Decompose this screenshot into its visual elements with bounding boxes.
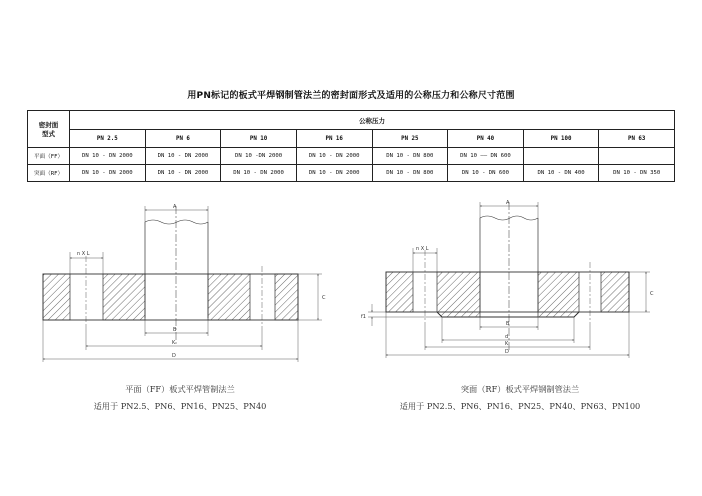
column-header: PN 25 xyxy=(372,130,448,148)
table-cell xyxy=(599,148,675,165)
dim-label: A xyxy=(173,204,177,210)
table-row xyxy=(28,165,675,182)
dim-label: C xyxy=(322,295,326,301)
table-cell: DN 10 - DN 2000 xyxy=(221,165,297,182)
table-cell: DN 10 - DN 400 xyxy=(523,165,599,182)
column-header: PN 10 xyxy=(221,130,297,148)
flange-drawings xyxy=(0,190,702,370)
dim-label: B xyxy=(506,321,510,327)
table-cell: DN 10 —— DN 600 xyxy=(448,148,524,165)
table-row xyxy=(28,148,675,165)
rf-flange-drawing xyxy=(368,202,650,358)
corner-label-line1: 密封面 xyxy=(38,121,59,129)
table-cell: DN 10 - DN 2000 xyxy=(145,165,221,182)
table-cell: DN 10 - DN 600 xyxy=(448,165,524,182)
ff-flange-drawing xyxy=(43,206,322,362)
table-cell: DN 10 - DN 2000 xyxy=(70,165,146,182)
column-header: PN 6 xyxy=(145,130,221,148)
table-cell: DN 10 - DN 800 xyxy=(372,165,448,182)
dim-label: C xyxy=(650,291,654,297)
dim-label: D xyxy=(172,353,176,359)
table-cell: DN 10 - DN 2000 xyxy=(70,148,146,165)
dim-label: D xyxy=(505,349,509,355)
table-cell xyxy=(523,148,599,165)
table-cell: DN 10 -DN 2000 xyxy=(221,148,297,165)
column-header: PN 16 xyxy=(296,130,372,148)
dim-label: A xyxy=(506,200,510,206)
dim-label: f1 xyxy=(361,314,366,320)
dim-label: n X L xyxy=(416,246,429,252)
column-header: PN 40 xyxy=(448,130,524,148)
table-cell: DN 10 - DN 350 xyxy=(599,165,675,182)
rf-caption-title: 突面（RF）板式平焊钢制管法兰 xyxy=(460,384,580,394)
dim-label: K xyxy=(505,341,509,347)
table-cell: DN 10 - DN 2000 xyxy=(296,148,372,165)
row-label: 平面（FF） xyxy=(28,148,70,165)
sealing-face-type-header xyxy=(28,111,70,148)
table-cell: DN 10 - DN 2000 xyxy=(145,148,221,165)
column-header: PN 100 xyxy=(523,130,599,148)
dim-label: B xyxy=(173,327,177,333)
pressure-range-table xyxy=(27,110,675,182)
nominal-pressure-header: 公称压力 xyxy=(70,111,675,130)
document-title: 用PN标记的板式平焊钢制管法兰的密封面形式及适用的公称压力和公称尺寸范围 xyxy=(187,91,515,101)
dim-label: d xyxy=(505,334,509,340)
ff-caption-applicable: 适用于 PN2.5、PN6、PN16、PN25、PN40 xyxy=(93,401,267,411)
ff-caption-title: 平面（FF）板式平焊管制法兰 xyxy=(125,384,235,394)
dim-label: K xyxy=(172,340,176,346)
row-label: 突面（RF） xyxy=(28,165,70,182)
table-cell: DN 10 - DN 800 xyxy=(372,148,448,165)
column-header: PN 63 xyxy=(599,130,675,148)
corner-label-line2: 型式 xyxy=(42,130,55,138)
table-cell: DN 10 - DN 2000 xyxy=(296,165,372,182)
rf-caption-applicable: 适用于 PN2.5、PN6、PN16、PN25、PN40、PN63、PN100 xyxy=(399,401,641,411)
dim-label: n X L xyxy=(77,251,90,257)
column-header: PN 2.5 xyxy=(70,130,146,148)
